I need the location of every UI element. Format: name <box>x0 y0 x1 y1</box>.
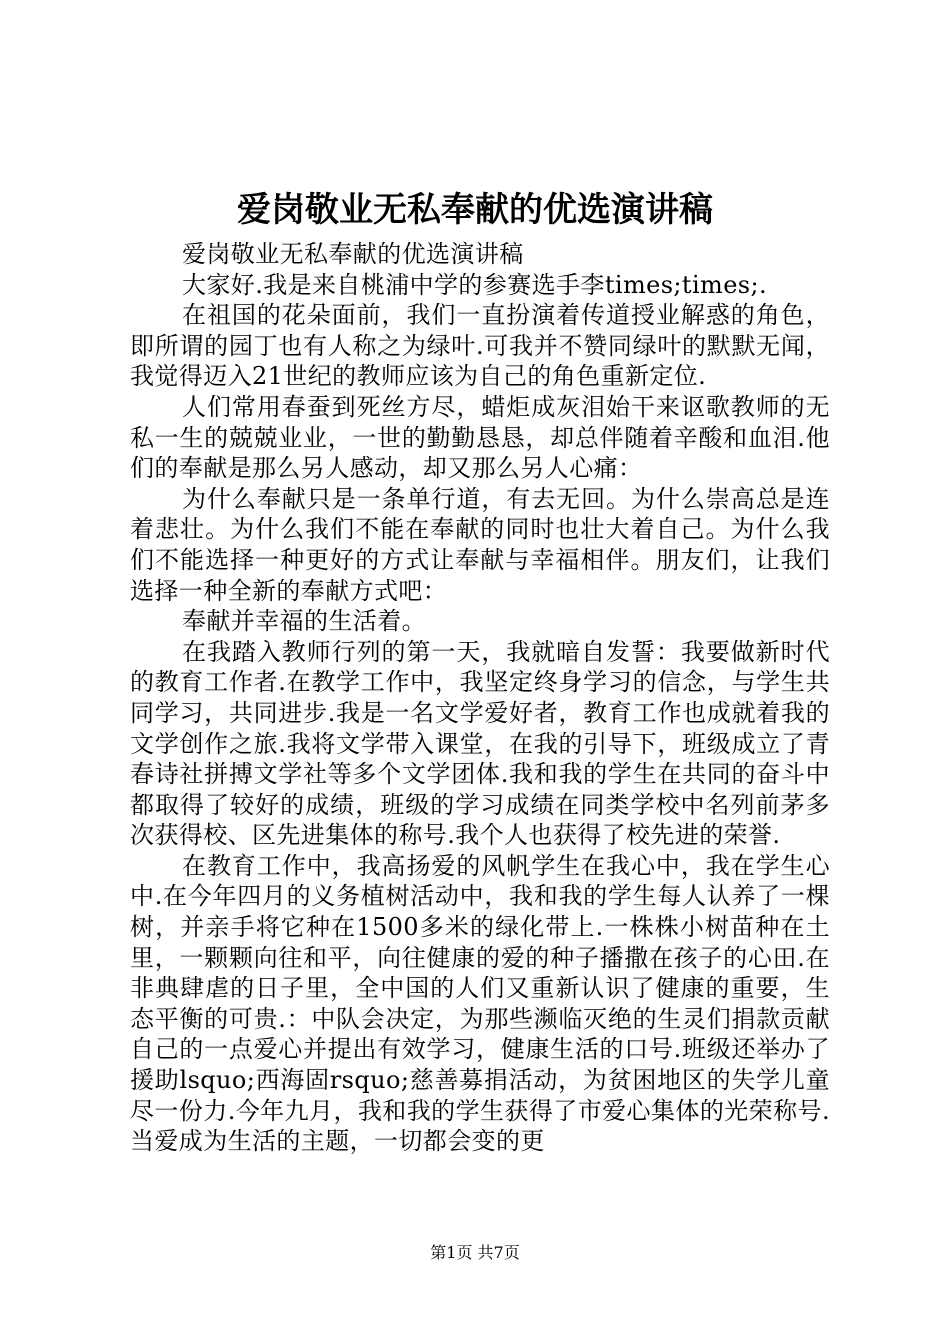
page-footer: 第1页 共7页 <box>430 1243 520 1262</box>
paragraph: 在教育工作中，我高扬爱的风帆学生在我心中，我在学生心中.在今年四月的义务植树活动中，我和我的学生每人认养了一棵树，并亲手将它种在1500多米的绿化带上.一株株小树苗种在土里，一颗颗向往和平，向往健康的爱的种子播撒在孩子的心田.在非典肆虐的日子里，全中国的人们又重新认识了健康的重要，生态平衡的可贵.：中队会决定，为那些濒临灭绝的生灵们捐款贡献自己的一点爱心并提出有效学习，健康生活的口号.班级还举办了援助lsquo;西海固rsquo;慈善募捐活动，为贫困地区的失学儿童尽一份力.今年九月，我和我的学生获得了市爱心集体的光荣称号.当爱成为生活的主题，一切都会变的更 <box>130 851 830 1156</box>
document-body <box>130 239 830 1157</box>
paragraph: 人们常用春蚕到死丝方尽，蜡炬成灰泪始干来讴歌教师的无私一生的兢兢业业，一世的勤勤恳恳，却总伴随着辛酸和血泪.他们的奉献是那么另人感动，却又那么另人心痛： <box>130 392 830 483</box>
paragraph: 奉献并幸福的生活着。 <box>182 607 426 636</box>
document-title: 爱岗敬业无私奉献的优选演讲稿 <box>237 190 713 230</box>
paragraph: 大家好.我是来自桃浦中学的参赛选手李times;times;. <box>182 270 768 299</box>
paragraph: 为什么奉献只是一条单行道，有去无回。为什么崇高总是连着悲壮。为什么我们不能在奉献的同时也壮大着自己。为什么我们不能选择一种更好的方式让奉献与幸福相伴。朋友们，让我们选择一种全新的奉献方式吧： <box>130 484 830 605</box>
paragraph: 爱岗敬业无私奉献的优选演讲稿 <box>182 240 524 268</box>
paragraph: 在祖国的花朵面前，我们一直扮演着传道授业解惑的角色，即所谓的园丁也有人称之为绿叶.可我并不赞同绿叶的默默无闻，我觉得迈入21世纪的教师应该为自己的角色重新定位. <box>130 301 830 391</box>
paragraph: 在我踏入教师行列的第一天，我就暗自发誓：我要做新时代的教育工作者.在教学工作中，我坚定终身学习的信念，与学生共同学习，共同进步.我是一名文学爱好者，教育工作也成就着我的文学创作之旅.我将文学带入课堂，在我的引导下，班级成立了青春诗社拼搏文学社等多个文学团体.我和我的学生在共同的奋斗中都取得了较好的成绩，班级的学习成绩在同类学校中名列前茅多次获得校、区先进集体的称号.我个人也获得了校先进的荣誉. <box>130 637 830 850</box>
